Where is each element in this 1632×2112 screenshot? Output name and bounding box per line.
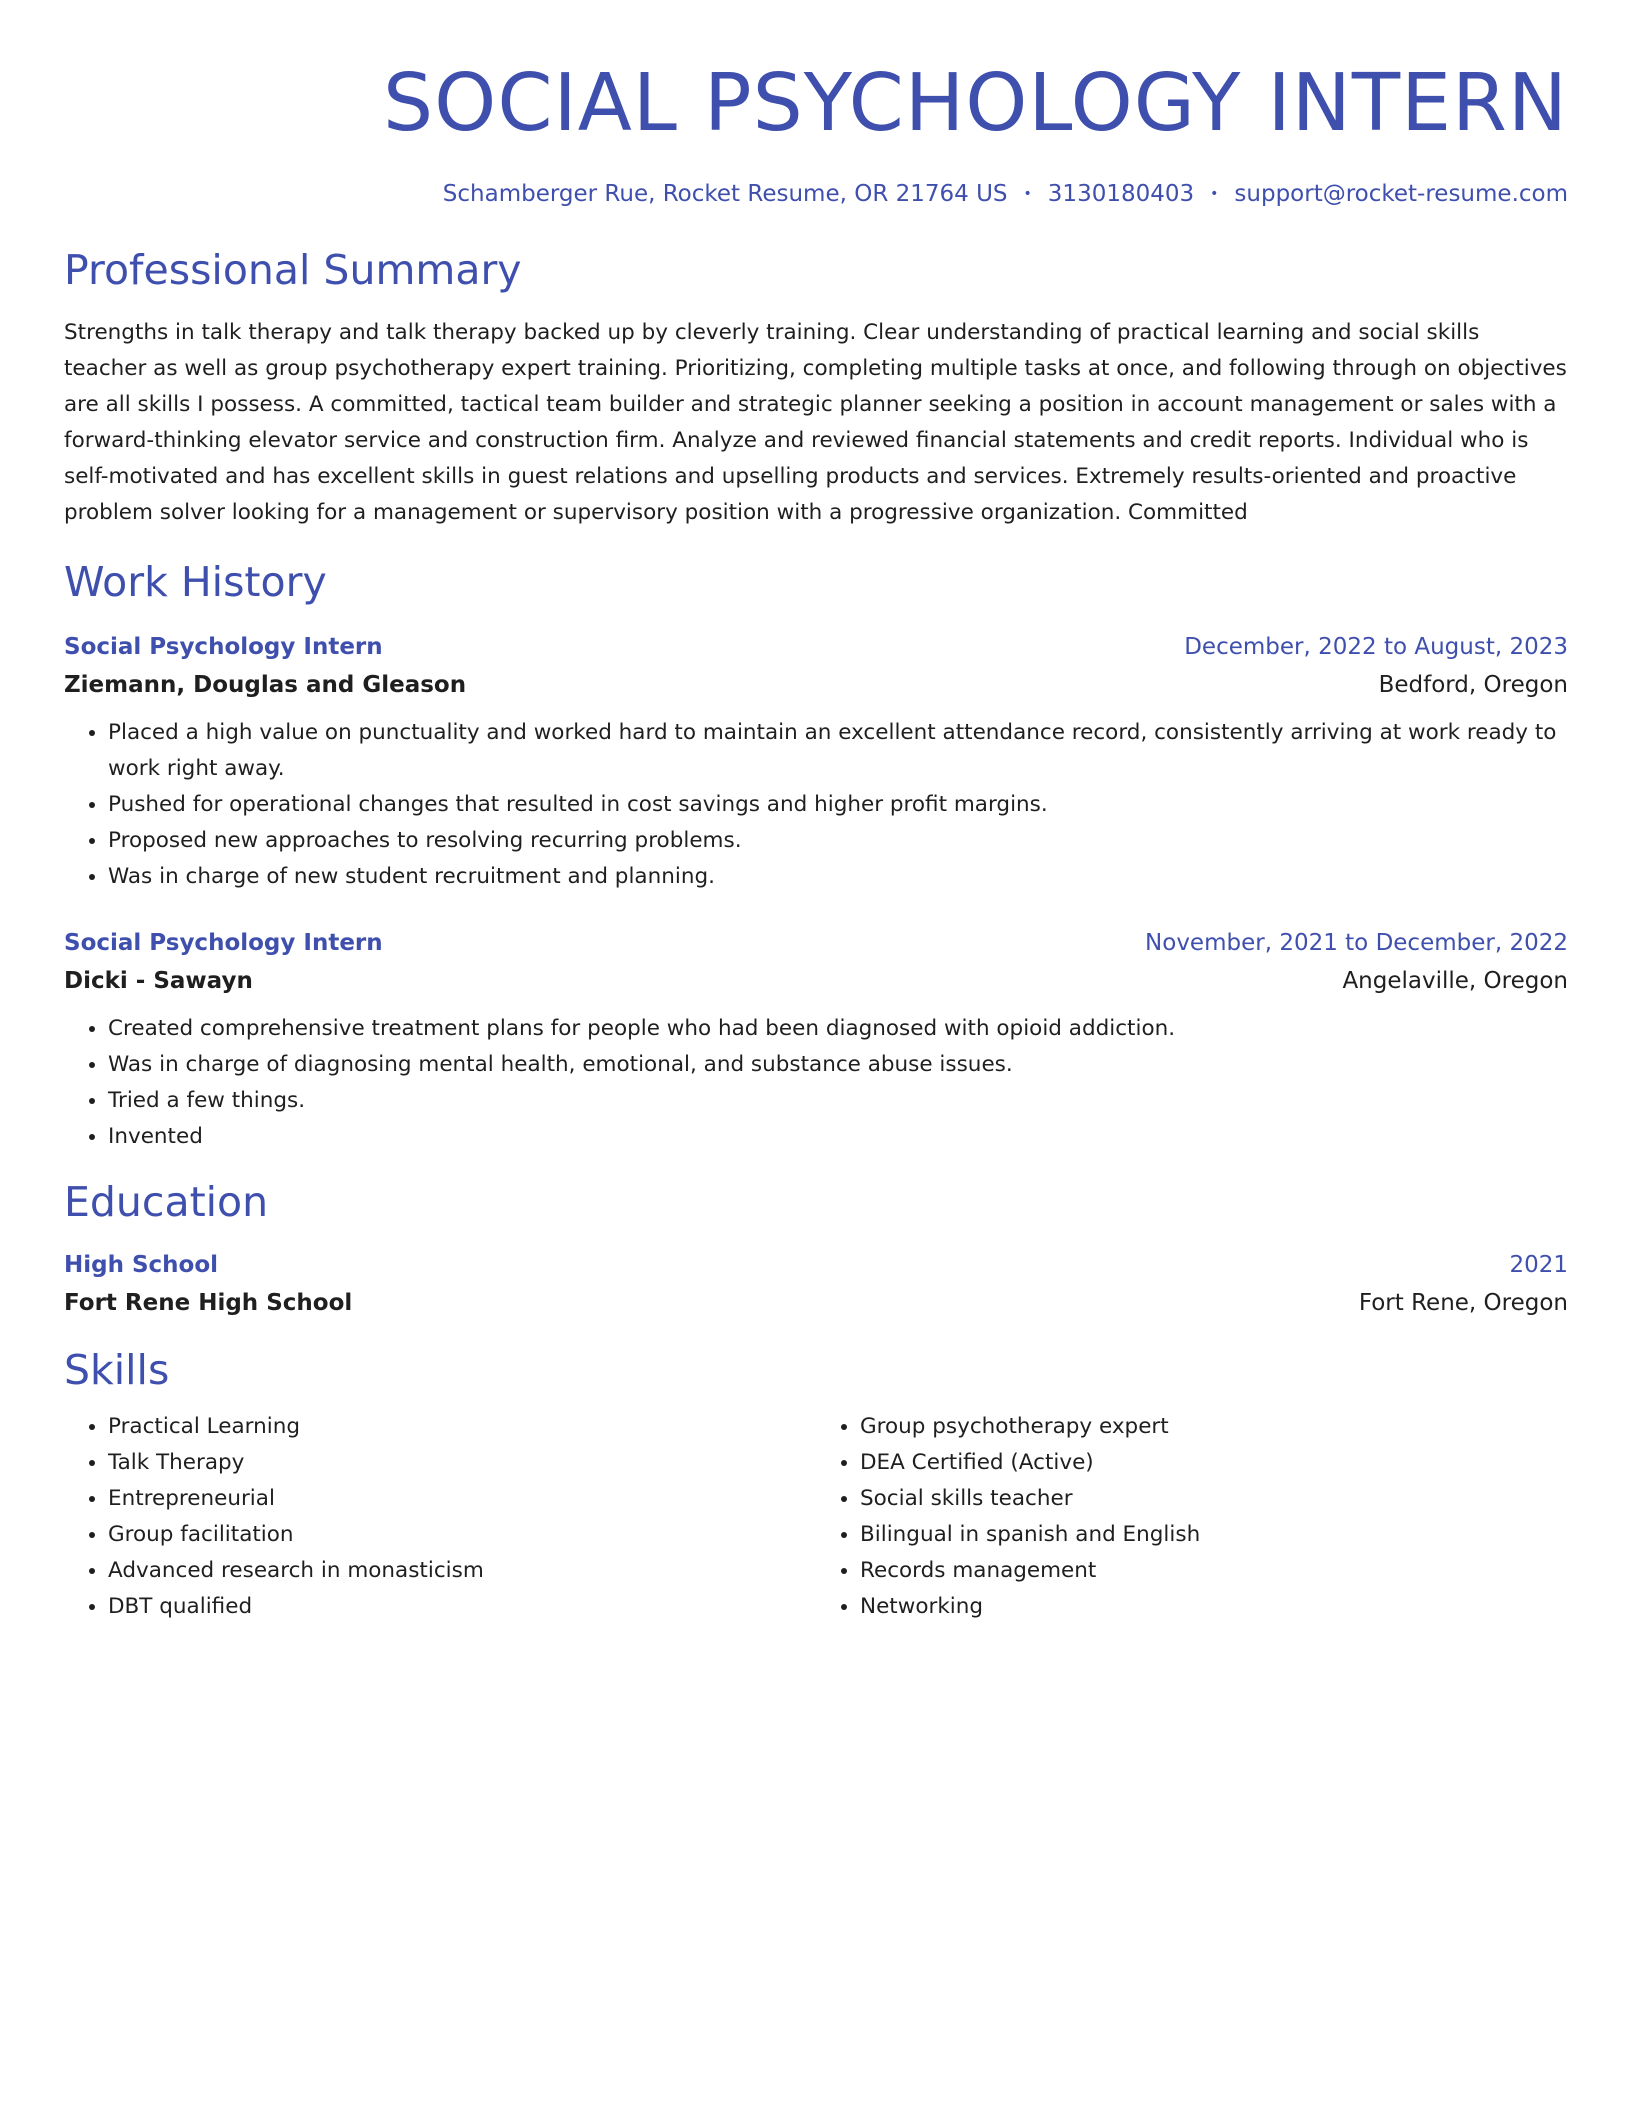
job-employer: Dicki - Sawayn [64, 968, 253, 994]
education-entry [64, 1247, 1568, 1323]
skill-item: • Talk Therapy [108, 1445, 816, 1481]
contact-email[interactable]: support@rocket-resume.com [1234, 181, 1568, 207]
education-heading: Education [64, 1178, 269, 1226]
skill-item: • Social skills teacher [860, 1481, 1568, 1517]
job-employer-row [64, 961, 1568, 1001]
education-header-row [64, 1247, 1568, 1283]
summary-text: Strengths in talk therapy and talk therapy backed up by cleverly training. Clear understanding of practical learning and social skills teacher as well as group psychotherapy expert training. Prioritizing, completing multiple tasks at once, and following through on objectives are all skills I possess. A committed, tactical team builder and strategic planner seeking a position in account management or sales with a forward-thinking elevator service and construction firm. Analyze and reviewed financial statements and credit reports. Individual who is self-motivated and has excellent skills in guest relations and upselling products and services. Extremely results-oriented and proactive problem solver looking for a management or supervisory position with a progressive organization. Committed [64, 320, 1567, 525]
contact-separator: • [1023, 186, 1032, 202]
skill-item: • Advanced research in monasticism [108, 1553, 816, 1589]
education-location: Fort Rene, Oregon [1358, 1290, 1568, 1316]
job-dates: December, 2022 to August, 2023 [1184, 634, 1568, 660]
education-school: Fort Rene High School [64, 1290, 353, 1316]
job-entry [64, 925, 1568, 1155]
skill-item: • Bilingual in spanish and English [860, 1517, 1568, 1553]
job-bullet: • Placed a high value on punctuality and worked hard to maintain an excellent attendance record, consistently arriving at work ready to work right away. [108, 715, 1568, 787]
skill-item: • Networking [860, 1589, 1568, 1625]
job-location: Angelaville, Oregon [1342, 968, 1568, 994]
job-entry [64, 629, 1568, 895]
resume-name: SOCIAL PSYCHOLOGY INTERN [382, 57, 1568, 149]
job-bullet: • Was in charge of diagnosing mental health, emotional, and substance abuse issues. [108, 1047, 1568, 1083]
job-location: Bedford, Oregon [1378, 672, 1568, 698]
job-bullets [64, 1011, 1568, 1155]
education-school-row [64, 1283, 1568, 1323]
skill-item: • Group facilitation [108, 1517, 816, 1553]
job-bullet: • Created comprehensive treatment plans for people who had been diagnosed with opioid addiction. [108, 1011, 1568, 1047]
skills-list [64, 1409, 1568, 1625]
job-bullet: • Pushed for operational changes that resulted in cost savings and higher profit margins. [108, 787, 1568, 823]
contact-phone: 3130180403 [1047, 181, 1195, 207]
job-employer: Ziemann, Douglas and Gleason [64, 672, 467, 698]
skills-column-right [816, 1409, 1568, 1625]
skill-item: • Group psychotherapy expert [860, 1409, 1568, 1445]
contact-separator: • [1210, 186, 1219, 202]
skill-item: • Records management [860, 1553, 1568, 1589]
skill-item: • Entrepreneurial [108, 1481, 816, 1517]
work-history-heading: Work History [64, 558, 327, 606]
education-year: 2021 [1509, 1252, 1568, 1278]
contact-address: Schamberger Rue, Rocket Resume, OR 21764 US [442, 181, 1008, 207]
skills-column-left [64, 1409, 816, 1625]
job-title: Social Psychology Intern [64, 930, 383, 956]
job-employer-row [64, 665, 1568, 705]
summary-heading: Professional Summary [64, 246, 522, 294]
resume-header [64, 55, 1568, 209]
skill-item: • DEA Certified (Active) [860, 1445, 1568, 1481]
contact-line [64, 179, 1568, 209]
job-bullets [64, 715, 1568, 895]
skills-heading: Skills [64, 1346, 170, 1394]
job-header-row [64, 629, 1568, 665]
job-bullet: • Invented [108, 1119, 1568, 1155]
job-bullet: • Tried a few things. [108, 1083, 1568, 1119]
job-bullet: • Proposed new approaches to resolving recurring problems. [108, 823, 1568, 859]
job-title: Social Psychology Intern [64, 634, 383, 660]
job-dates: November, 2021 to December, 2022 [1145, 930, 1568, 956]
job-header-row [64, 925, 1568, 961]
job-bullet: • Was in charge of new student recruitment and planning. [108, 859, 1568, 895]
education-degree: High School [64, 1252, 219, 1278]
skill-item: • DBT qualified [108, 1589, 816, 1625]
skill-item: • Practical Learning [108, 1409, 816, 1445]
